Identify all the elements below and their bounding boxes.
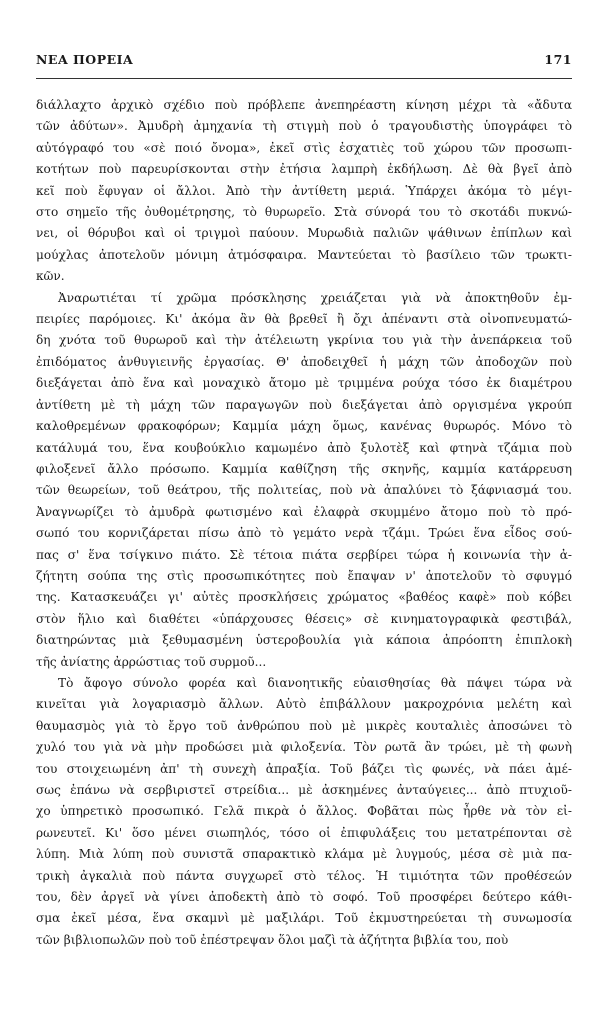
text-line: κεῖ ποὺ ἔφυγαν οἱ ἄλλοι. Ἀπὸ τὴν ἀντίθετη μεριά. Ὑπάρχει ἀκόμα τὸ μέγι- (36, 183, 572, 198)
text-line: τρικὴ ἀγκαλιὰ ποὺ πάντα συγχωρεῖ στὸ τέλος. Ἡ τιμιότητα τῶν προθέσεών (36, 868, 572, 883)
text-line: λύπη. Μιὰ λύπη ποὺ συνιστᾶ σπαρακτικὸ κλάμα μὲ λυγμούς, μέσα σὲ μιὰ πα- (36, 847, 572, 862)
text-line: τῆς ἀνίατης ἀρρώστιας τοῦ συρμοῦ... (36, 654, 267, 669)
text-line: διάλλαχτο ἀρχικὸ σχέδιο ποὺ πρόβλεπε ἀνεπηρέαστη κίνηση μέχρι τὰ «ἄδυτα (36, 98, 572, 112)
text-line: κατάλυμά του, ἕνα κουβούκλιο καμωμένο ἀπὸ ξυλοτὲξ καὶ φτηνὰ τζάμια ποὺ (36, 440, 572, 455)
text-line: τῶν βιβλιοπωλῶν ποὺ τοῦ ἐπέστρεψαν ὅλοι μαζὶ τὰ ἀζήτητα βιβλία του, ποὺ (36, 932, 509, 947)
text-line: κινεῖται γιὰ λογαριασμὸ ἄλλων. Αὐτὸ ἐπιβάλλουν μακροχρόνια μελέτη καὶ (36, 697, 572, 712)
text-line: χυλό του γιὰ νὰ μὴν προδώσει μιὰ φιλοξενία. Τὸν ρωτᾶ ἂν τρώει, μὲ τὴ φωνὴ (36, 740, 572, 755)
text-line: αὐτόγραφό του «σὲ ποιό ὄνομα», ἐκεῖ στὶς ἐσχατιὲς τοῦ χώρου τῶν προσωπι- (36, 140, 572, 155)
text-line: νει, οἱ θόρυβοι καὶ οἱ τριγμοὶ παύουν. Μυρωδιὰ παλιῶν ψάθινων ἐπίπλων καὶ (36, 226, 572, 241)
text-line: χο ὑπηρετικὸ προσωπικό. Γελᾶ πικρὰ ὁ ἄλλος. Φοβᾶται πὼς ἦρθε νὰ τὸν εἰ- (36, 804, 572, 819)
text-line: σμα ἐκεῖ μέσα, ἕνα σκαμνὶ μὲ μαξιλάρι. Τοῦ ἐκμυστηρεύεται τὴ συνωμοσία (36, 911, 572, 926)
text-line: διεξάγεται ἀπὸ ἕνα καὶ μοναχικὸ ἄτομο μὲ τριμμένα ρούχα τόσο ἐκ διαμέτρου (36, 376, 572, 391)
journal-title: ΝΕΑ ΠΟΡΕΙΑ (36, 52, 134, 67)
text-line: καλοθρεμένων φρακοφόρων; Καμμία μάχη ὅμως, κανένας θυρωρός. Μόνο τὸ (36, 419, 572, 434)
text-line: Τὸ ἄφογο σύνολο φορέα καὶ διανοητικῆς εὐαισθησίας θὰ πάψει τώρα νὰ (58, 675, 572, 690)
text-line: ρωνευτεῖ. Κι' ὅσο μένει σιωπηλός, τόσο οἱ ἐπιφυλάξεις του μετατρέπονται σὲ (36, 825, 572, 840)
text-line: ἐπιδόματος ἀνθυγιεινῆς ἐργασίας. Θ' ἀποδειχθεῖ ἡ μάχη τῶν ἀποδοχῶν ποὺ (36, 354, 572, 369)
text-line: πας σ' ἕνα τσίγκινο πιάτο. Σὲ τέτοια πιάτα σερβίρει τώρα ἡ κοινωνία τὴν ἀ- (36, 547, 572, 562)
text-line: τῶν ἀδύτων». Ἀμυδρὴ ἀμηχανία τὴ στιγμὴ ποὺ ὁ τραγουδιστὴς ὑπογράφει τὸ (36, 119, 572, 134)
text-line: σως ἐπάνω νὰ σερβιριστεῖ στρείδια... μὲ ἀσκημένες ἀνταύγειες... ἀπὸ πτυχιοῦ- (36, 783, 572, 797)
text-line: πειρίες παρόμοιες. Κι' ἀκόμα ἂν θὰ βρεθεῖ ἢ ὄχι ἀπέναντι στὰ οἰνοπνευματώ- (36, 312, 572, 327)
text-line: σωπό του κορνιζάρεται πίσω ἀπὸ τὸ γεμάτο νερὰ τζάμι. Τρώει ἕνα εἶδος σού- (36, 526, 572, 541)
text-line: Ἀναρωτιέται τί χρῶμα πρόσκλησης χρειάζεται γιὰ νὰ ἀποκτηθοῦν ἐμ- (58, 290, 572, 305)
text-line: στὸν ἥλιο καὶ διαθέτει «ὑπάρχουσες θέσεις» σὲ κινηματογραφικὰ φεστιβάλ, (36, 611, 572, 626)
text-line: στο σημεῖο τῆς ὀυθομέτρησης, τὸ θυρωρεῖο. Στὰ σύνορά του τὸ σκοτάδι πυκνώ- (36, 205, 572, 220)
text-line: διατηρώντας μιὰ ξεθυμασμένη ὑστεροβουλία γιὰ κάποια ἀπρόοπτη ἐπιπλοκὴ (36, 633, 572, 648)
paragraph (36, 95, 572, 288)
text-line: τῶν θεωρείων, τοῦ θεάτρου, τῆς πολιτείας, ποὺ νὰ ἀπαλύνει τὸ ξάφνιασμά του. (36, 483, 572, 498)
running-header (36, 52, 572, 72)
text-line: του, δὲν ἀργεῖ νὰ γίνει ἀποδεκτὴ ἀπὸ τὸ σοφό. Τοῦ προσφέρει δεύτερο κάθι- (36, 890, 572, 905)
paragraph (36, 673, 572, 951)
text-line: δη χνότα τοῦ θυρωροῦ καὶ τὴν ἀτέλειωτη γκρίνια του γιὰ τὴν ἀνεπάρκεια τοῦ (36, 333, 572, 348)
paragraph (36, 288, 572, 673)
text-line: κοτήτων ποὺ παρευρίσκονται στὴν ἐτήσια λαμπρὴ ἐκδήλωση. Δὲ θὰ βγεῖ ἀπὸ (36, 162, 572, 177)
text-line: θαυμασμὸς γιὰ τὸ ἔργο τοῦ ἀνθρώπου ποὺ μὲ μικρὲς κουταλιὲς ἀποσώνει τὸ (36, 718, 572, 733)
text-line: ἀντίθετη μὲ τὴ μάχη τῶν παραγωγῶν ποὺ διεξάγεται ἀπὸ οργισμένα γκρούπ (36, 397, 572, 412)
text-line: ζήτητη σούπα της στὶς προσωπικότητες ποὺ ἔπαψαν ν' ἀποτελοῦν τὸ σφυγμό (36, 568, 572, 583)
body-text (36, 95, 572, 951)
text-line: του στοιχειωμένη ἀπ' τὴ συνεχὴ ἀπραξία. Τοῦ βάζει τὶς φωνές, νὰ πάει ἀμέ- (36, 761, 572, 776)
text-line: κῶν. (36, 269, 65, 284)
text-line: Ἀναγνωρίζει τὸ ἀμυδρὰ φωτισμένο καὶ ἐλαφρὰ σκυμμένο ἄτομο ποὺ τὸ πρό- (36, 504, 572, 519)
text-line: της. Κατασκευάζει γι' αὐτὲς προσκλήσεις χρώματος «βαθέος καφὲ» ποὺ κόβει (36, 590, 572, 605)
page-number: 171 (544, 52, 572, 67)
text-line: φιλοξενεῖ ἄλλο πρόσωπο. Καμμία καθίζηση τῆς σκηνῆς, καμμία κατάρρευση (36, 461, 572, 476)
text-line: μούχλας ἀποτελοῦν μόνιμη ἀτμόσφαιρα. Μαντεύεται τὸ βασίλειο τῶν τρωκτι- (36, 247, 572, 262)
header-rule (36, 78, 572, 79)
